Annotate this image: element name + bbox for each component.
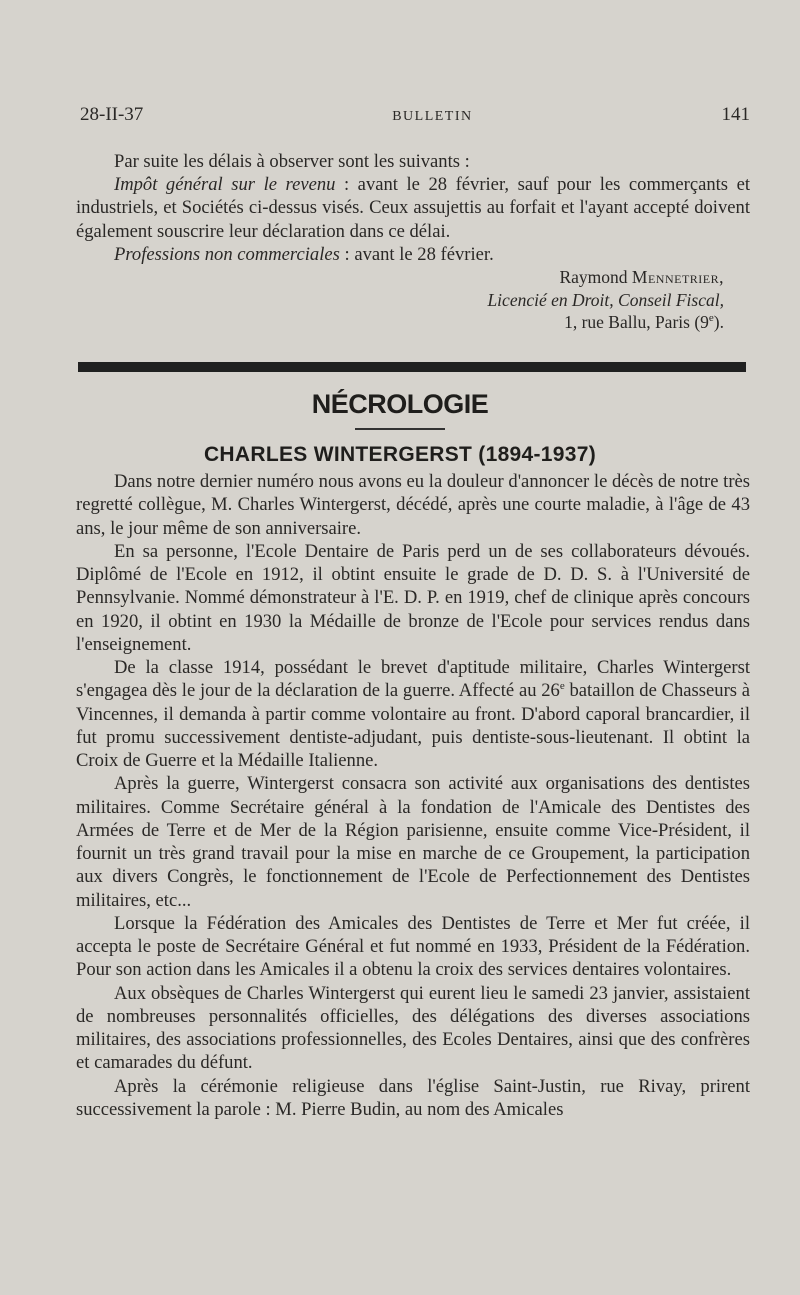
paragraph-3-sup: e (559, 680, 565, 693)
signature-title (76, 289, 724, 312)
paragraph-3-end: bataillon de Chasseurs à Vincennes, il demanda à partir comme volontaire au front. D'abord caporal brancardier, il fut promu successivement dentiste-adjudant, puis dentiste-sous-lieutenant. Il obtint la Croix de Guerre et la Médaille Italienne. (76, 680, 751, 771)
paragraph-1: Dans notre dernier numéro nous avons eu la douleur d'annoncer le décès de notre très regretté collègue, M. Charles Wintergerst, décédé, après une courte maladie, à l'âge de 43 ans, le jour même de son anniversaire. (76, 471, 750, 539)
signature-address (76, 311, 724, 334)
obituary-subheading: CHARLES WINTERGERST (1894-1937) (203, 443, 597, 466)
paragraph-3 (76, 656, 750, 772)
impot-label: Impôt général sur le revenu (114, 174, 336, 196)
paragraph-5: Lorsque la Fédération des Amicales des Dentistes de Terre et Mer fut créée, il accepta le poste de Secrétaire Général et fut nommé en 1933, Président de la Fédération. Pour son action dans les Amicales il a obtenu la croix des services dentaires volontaires. (76, 912, 750, 981)
paragraph-3-start: De la classe 1914, possédant le brevet d'aptitude militaire, Charles Wintergerst s'engagea dès le jour de la déclaration de la guerre. Affecté au 26 (76, 657, 750, 702)
signature-first-name: Raymond (559, 267, 632, 288)
heading-underline (355, 428, 445, 430)
professions-paragraph (76, 243, 750, 266)
impot-paragraph (76, 173, 750, 243)
paragraph-4: Après la guerre, Wintergerst consacra son activité aux organisations des dentistes militaires. Comme Secrétaire général à la fondation de l'Amicale des Dentistes des Armées de Terre et de Mer de la Région parisienne, ensuite comme Vice-Président, il fournit un très grand travail pour la mise en marche de ce Groupement, la participation aux divers Congrès, le fonctionnement de l'Ecole de Perfectionnement des Dentistes militaires, etc... (76, 773, 750, 911)
running-header (80, 104, 750, 126)
page-number: 141 (721, 104, 750, 125)
paragraph-6: Aux obsèques de Charles Wintergerst qui eurent lieu le samedi 23 janvier, assistaient de nombreuses personnalités officielles, des délégations des diverses associations militaires, des associations professionnelles, des Ecoles Dentaires, ainsi que des confrères et camarades du défunt. (76, 982, 750, 1074)
signature (76, 266, 750, 334)
obituary-body (76, 470, 750, 1121)
address-text: 1, rue Ballu, Paris (9 (564, 312, 709, 333)
professions-text: : avant le 28 février. (339, 243, 494, 265)
signature-name (76, 266, 724, 289)
header-date: 28-II-37 (80, 104, 144, 125)
signature-last-name: Mennetrier, (631, 267, 724, 288)
paragraph-7: Après la cérémonie religieuse dans l'église Saint-Justin, rue Rivay, prirent successivement la parole : M. Pierre Budin, au nom des Amicales (76, 1075, 750, 1120)
address-sup: e (708, 312, 714, 325)
professions-label: Professions non commerciales (114, 243, 340, 265)
section-divider (78, 362, 746, 372)
intro-line: Par suite les délais à observer sont les suivants : (114, 151, 470, 172)
section-heading: NÉCROLOGIE (311, 389, 489, 419)
impot-text: : avant le 28 février, sauf pour les commerçants et industriels, et Sociétés ci-dessus visés. Ceux assujettis au forfait et l'ayant accepté doivent également souscrire leur déclaration dans ce délai. (76, 174, 750, 242)
signature-title-text: Licencié en Droit, Conseil Fiscal, (487, 289, 724, 310)
header-title: BULLETIN (392, 109, 473, 124)
address-end: ). (713, 312, 724, 333)
intro-section (76, 150, 750, 334)
paragraph-2: En sa personne, l'Ecole Dentaire de Paris perd un de ses collaborateurs dévoués. Diplômé de l'Ecole en 1912, il obtint ensuite le grade de D. D. S. à l'Université de Pennsylvanie. Nommé démonstrateur à l'E. D. P. en 1919, chef de clinique après concours en 1920, il obtint en 1930 la Médaille de bronze de l'Ecole pour services rendus dans l'enseignement. (76, 540, 750, 655)
